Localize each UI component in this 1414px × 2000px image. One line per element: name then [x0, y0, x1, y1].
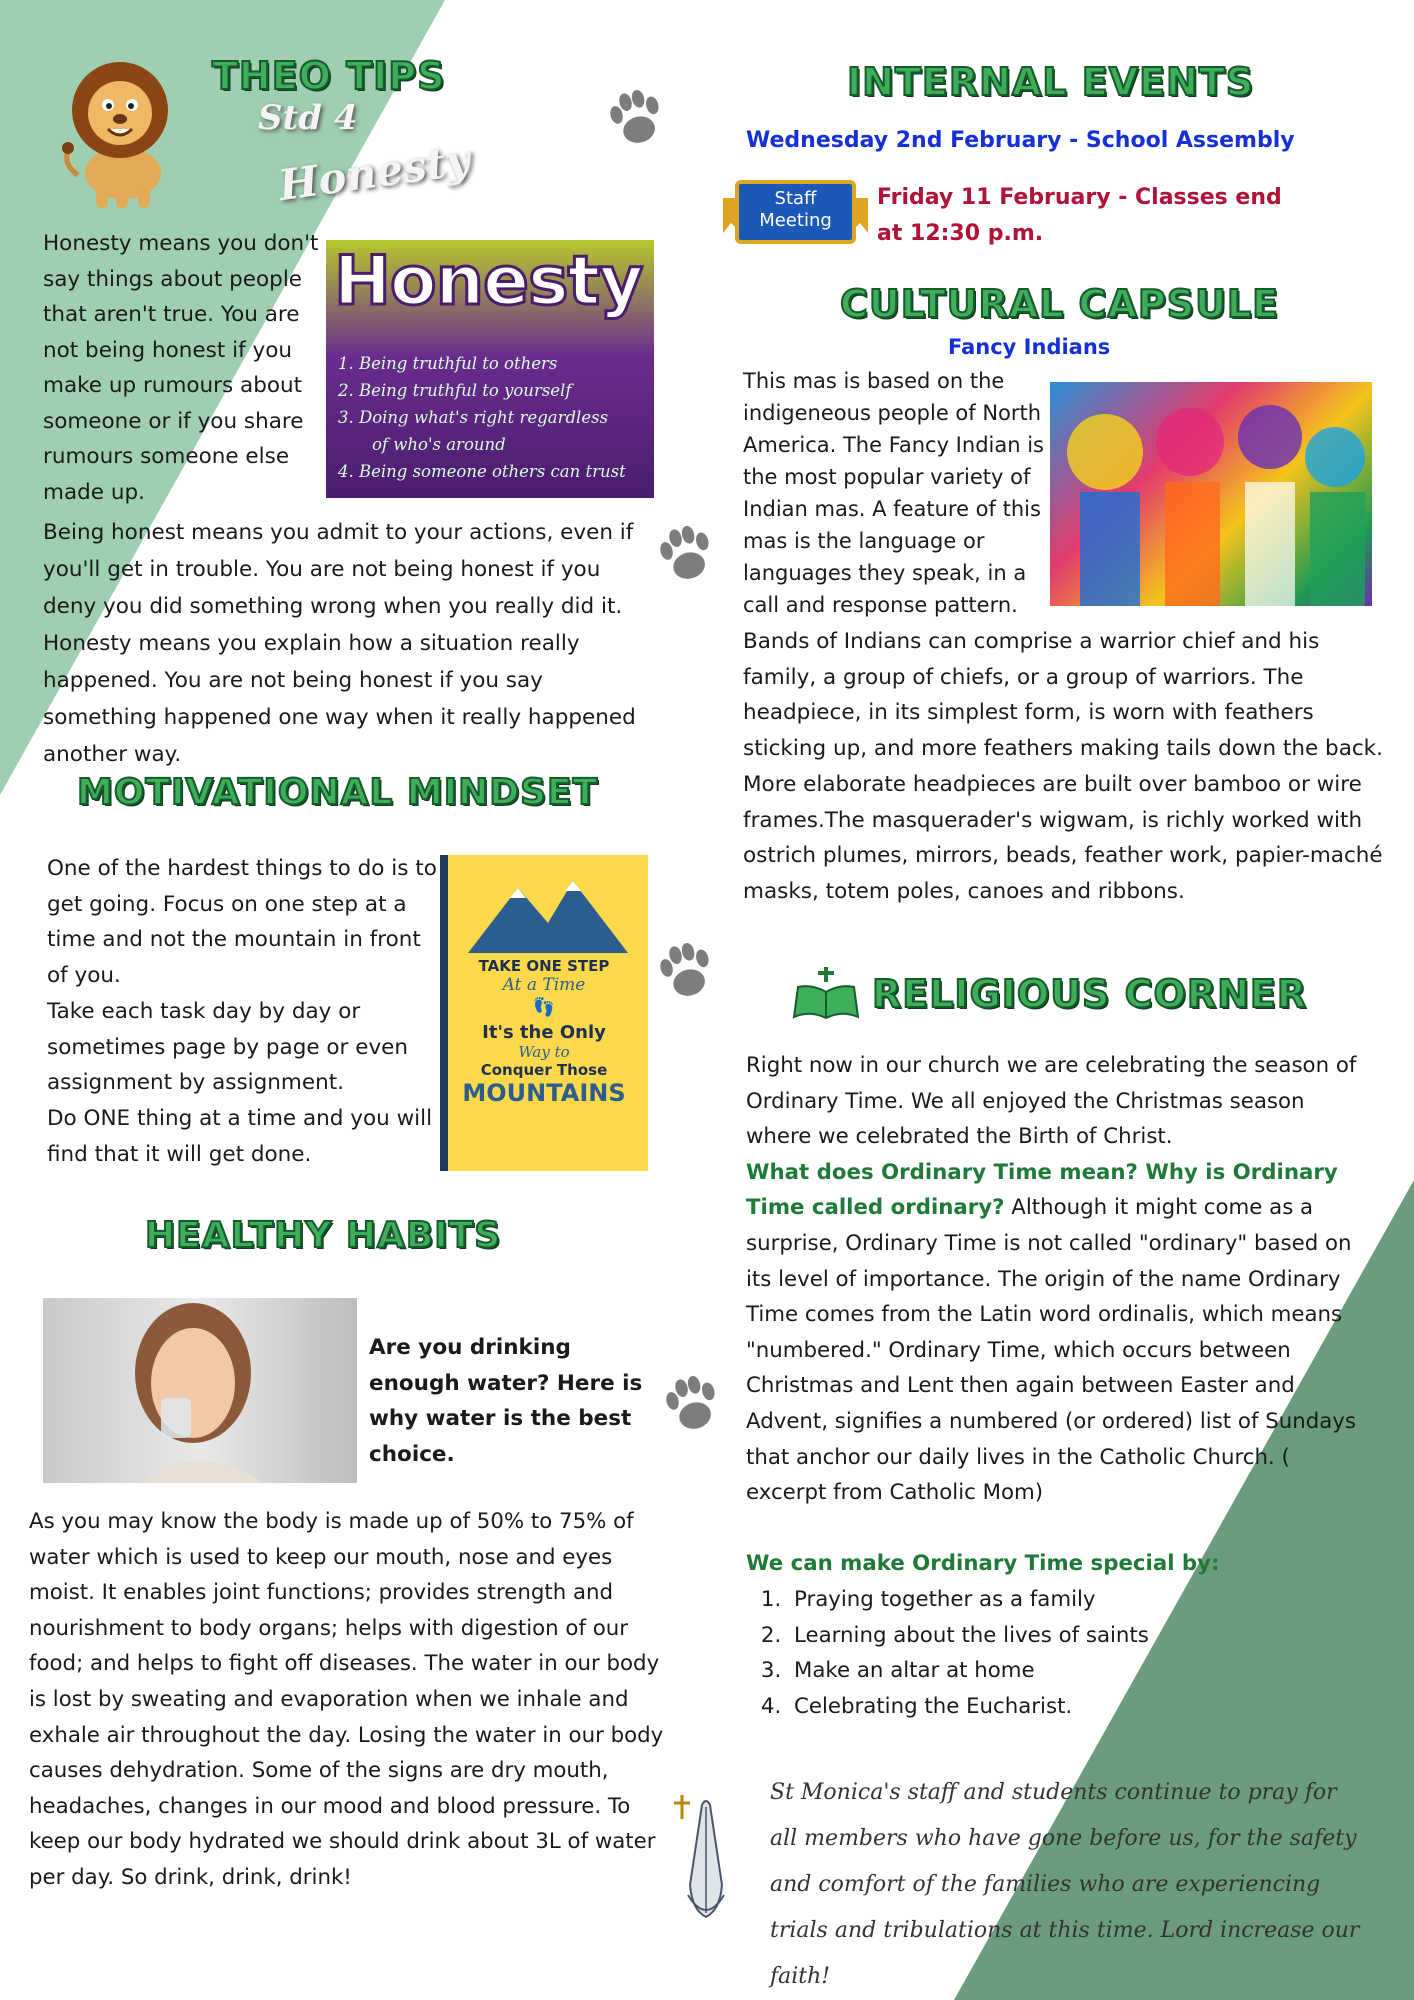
fancy-indian-masqueraders-photo	[1050, 382, 1372, 606]
staff-meeting-badge	[723, 178, 868, 248]
ordinary-time-question: What does Ordinary Time mean? Why is Ordinary Time called ordinary?	[746, 1159, 1338, 1221]
honesty-para-1: Honesty means you don't say things about people that aren't true. You are not being honest if you make up rumours about someone or if you share rumours someone else made up.	[43, 231, 319, 505]
list-item: 4. Celebrating the Eucharist.	[788, 1689, 1371, 1725]
poster-line: At a Time	[502, 975, 586, 995]
honesty-para-2: Being honest means you admit to your actions, even if you'll get in trouble. You are not being honest if you deny you did something wrong when you really did it.	[43, 520, 634, 619]
prayer-text: St Monica's staff and students continue to pray for all members who have gone before us, for the safety and comfort of the families who are experiencing trials and tribulations at this time. Lord increase our faith!	[770, 1780, 1360, 1989]
poster-line: Way to	[518, 1043, 570, 1061]
practices-list	[746, 1582, 1371, 1724]
honesty-poster-item: of who's around	[372, 435, 506, 454]
poster-line: It's the Only	[482, 1022, 606, 1043]
one-step-poster	[440, 855, 648, 1171]
theo-tips-title: THEO TIPS	[212, 54, 446, 98]
motivational-para-2: Take each task day by day or sometimes page by page or even assignment by assignment.	[47, 998, 409, 1096]
footprints-icon: 👣	[532, 997, 556, 1018]
motivational-para-3: Do ONE thing at a time and you will find that it will get done.	[47, 1105, 433, 1167]
praying-hands-icon	[662, 1785, 750, 1925]
lion-mascot	[58, 55, 178, 210]
poster-line: Conquer Those	[480, 1061, 608, 1079]
girl-drinking-water-photo	[43, 1298, 357, 1483]
badge-line: Staff	[774, 188, 817, 209]
honesty-poster	[326, 240, 654, 498]
healthy-habits-title: HEALTHY HABITS	[145, 1215, 502, 1256]
event-classes-end-time: at 12:30 p.m.	[877, 221, 1044, 246]
religious-para-1: Right now in our church we are celebrating the season of Ordinary Time. We all enjoyed the Christmas season where we celebrated the Birth of Christ.	[746, 1053, 1357, 1150]
water-lead: Are you drinking enough water? Here is why water is the best choice.	[369, 1335, 643, 1468]
honesty-poster-item: 2. Being truthful to yourself	[338, 381, 572, 400]
honesty-topic: Honesty	[275, 134, 473, 211]
ordinary-time-answer: Although it might come as a surprise, Ordinary Time is not called "ordinary" based on its level of importance. The origin of the name Ordinary Time comes from the Latin word ordinalis, which means "numbered." Ordinary Time, which occurs between Christmas and Lent then again between Easter and Advent, signifies a numbered (or ordered) list of Sundays that anchor our daily lives in the Catholic Church. ( excerpt from Catholic Mom)	[746, 1195, 1357, 1506]
cultural-para-1: This mas is based on the indigeneous people of North America. The Fancy Indian is the most popular variety of Indian mas. A feature of this mas is the language or languages they speak, in a call and response pattern.	[743, 369, 1044, 617]
mountain-icon	[468, 873, 628, 953]
cultural-subtitle: Fancy Indians	[948, 335, 1111, 359]
list-item: 2. Learning about the lives of saints	[788, 1618, 1371, 1654]
poster-line: MOUNTAINS	[462, 1079, 626, 1107]
std-label: Std 4	[258, 98, 358, 138]
event-assembly: Wednesday 2nd February - School Assembly	[746, 128, 1295, 153]
paw-print-icon	[656, 1368, 728, 1440]
event-classes-end: Friday 11 February - Classes end	[877, 185, 1282, 210]
cultural-capsule-title: CULTURAL CAPSULE	[840, 282, 1280, 326]
motivational-mindset-title: MOTIVATIONAL MINDSET	[77, 772, 599, 813]
honesty-poster-item: 3. Doing what's right regardless	[338, 408, 609, 427]
paw-print-icon	[600, 82, 672, 154]
honesty-poster-item: 1. Being truthful to others	[338, 354, 558, 373]
honesty-poster-item: 4. Being someone others can trust	[338, 462, 626, 481]
cultural-para-2: Bands of Indians can comprise a warrior chief and his family, a group of chiefs, or a group of warriors. The headpiece, in its simplest form, is worn with feathers sticking up, and more feathers making tails down the back. More elaborate headpieces are built over bamboo or wire frames.The masquerader's wigwam, is richly worked with ostrich plumes, mirrors, beads, feather work, papier-maché masks, totem poles, canoes and ribbons.	[743, 629, 1383, 904]
religious-corner-title: RELIGIOUS CORNER	[872, 972, 1308, 1016]
bible-cross-icon	[790, 962, 862, 1022]
internal-events-title: INTERNAL EVENTS	[847, 60, 1255, 104]
water-body: As you may know the body is made up of 50% to 75% of water which is used to keep our mouth, nose and eyes moist. It enables joint functions; provides strength and nourishment to body organs; helps with digestion of our food; and helps to fight off diseases. The water in our body is lost by sweating and evaporation when we inhale and exhale air throughout the day. Losing the water in our body causes dehydration. Some of the signs are dry mouth, headaches, changes in our mood and blood pressure. To keep our body hydrated we should drink about 3L of water per day. So drink, drink, drink!	[29, 1509, 664, 1890]
paw-print-icon	[650, 518, 722, 590]
honesty-para-3: Honesty means you explain how a situation really happened. You are not being honest if you say something happened one way when it really happened another way.	[43, 631, 636, 767]
honesty-poster-title: Honesty	[334, 242, 643, 321]
poster-line: TAKE ONE STEP	[478, 957, 610, 975]
special-heading: We can make Ordinary Time special by:	[746, 1551, 1220, 1577]
paw-print-icon	[650, 935, 722, 1007]
list-item: 3. Make an altar at home	[788, 1653, 1371, 1689]
badge-line: Meeting	[759, 210, 832, 231]
motivational-para-1: One of the hardest things to do is to get going. Focus on one step at a time and not the mountain in front of you.	[47, 856, 437, 989]
list-item: 1. Praying together as a family	[788, 1582, 1371, 1618]
